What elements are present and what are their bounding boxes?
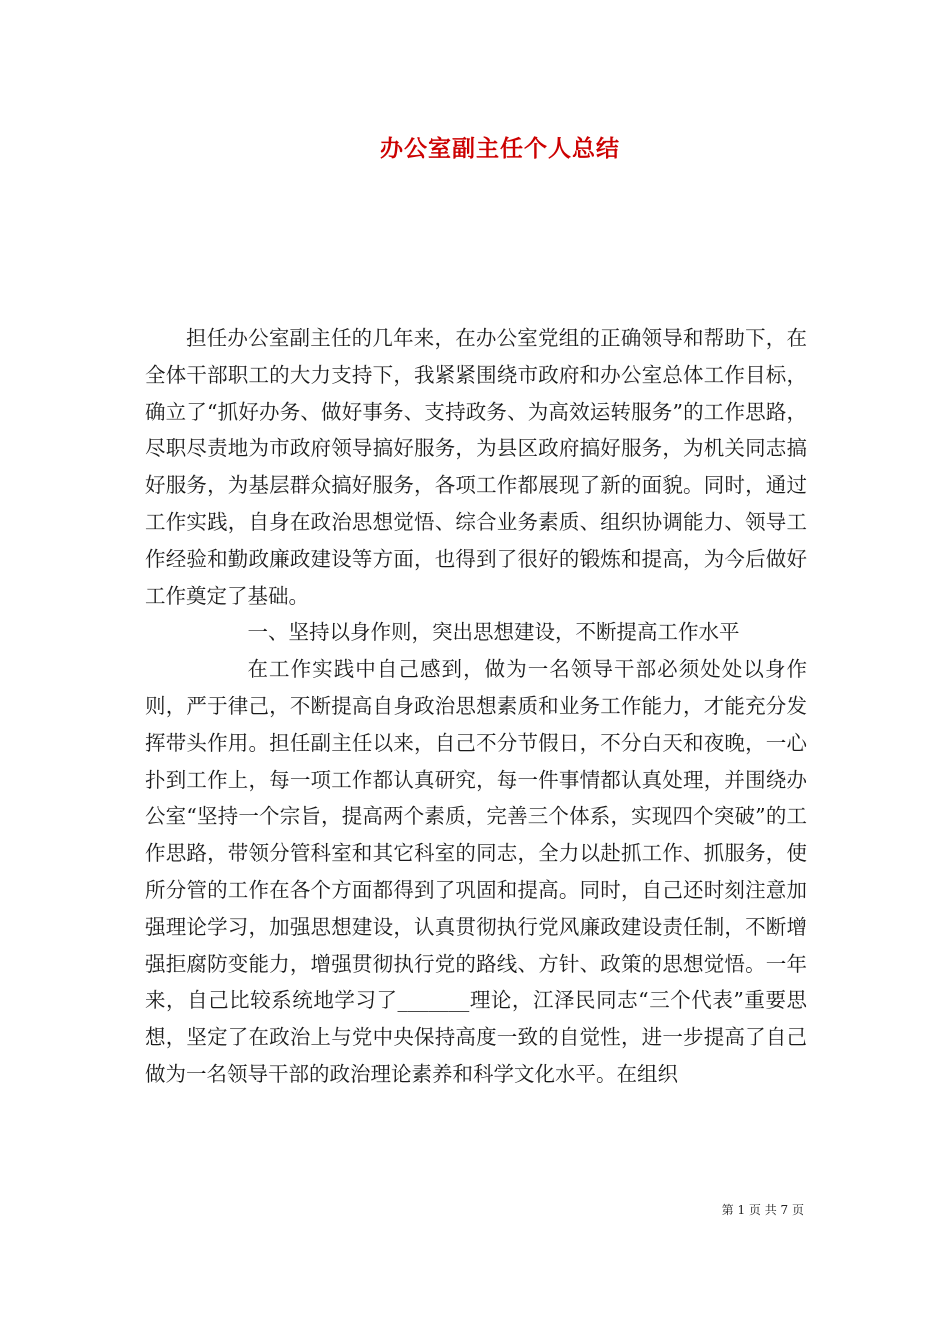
page-number: 第 1 页 共 7 页 [721, 1203, 804, 1217]
document-body [145, 320, 807, 1093]
section-heading: 一、坚持以身作则，突出思想建设，不断提高工作水平 [247, 620, 740, 645]
document-title: 办公室副主任个人总结 [380, 135, 620, 162]
intro-paragraph: 担任办公室副主任的几年来，在办公室党组的正确领导和帮助下，在全体干部职工的大力支持下，我紧紧围绕市政府和办公室总体工作目标，确立了“抓好办务、做好事务、支持政务、为高效运转服务”的工作思路，尽职尽责地为市政府领导搞好服务，为县区政府搞好服务，为机关同志搞好服务，为基层群众搞好服务，各项工作都展现了新的面貌。同时，通过工作实践，自身在政治思想觉悟、综合业务素质、组织协调能力、领导工作经验和勤政廉政建设等方面，也得到了很好的锻炼和提高，为今后做好工作奠定了基础。 [145, 326, 807, 608]
section-paragraph: 在工作实践中自己感到，做为一名领导干部必须处处以身作则，严于律己，不断提高自身政治思想素质和业务工作能力，才能充分发挥带头作用。担任副主任以来，自己不分节假日，不分白天和夜晚，一心扑到工作上，每一项工作都认真研究，每一件事情都认真处理，并围绕办公室“坚持一个宗旨，提高两个素质，完善三个体系，实现四个突破”的工作思路，带领分管科室和其它科室的同志，全力以赴抓工作、抓服务，使所分管的工作在各个方面都得到了巩固和提高。同时，自己还时刻注意加强理论学习，加强思想建设，认真贯彻执行党风廉政建设责任制，不断增强拒腐防变能力，增强贯彻执行党的路线、方针、政策的思想觉悟。一年来，自己比较系统地学习了_______理论，江泽民同志“三个代表”重要思想，坚定了在政治上与党中央保持高度一致的自觉性，进一步提高了自己做为一名领导干部的政治理论素养和科学文化水平。在组织 [145, 657, 807, 1086]
